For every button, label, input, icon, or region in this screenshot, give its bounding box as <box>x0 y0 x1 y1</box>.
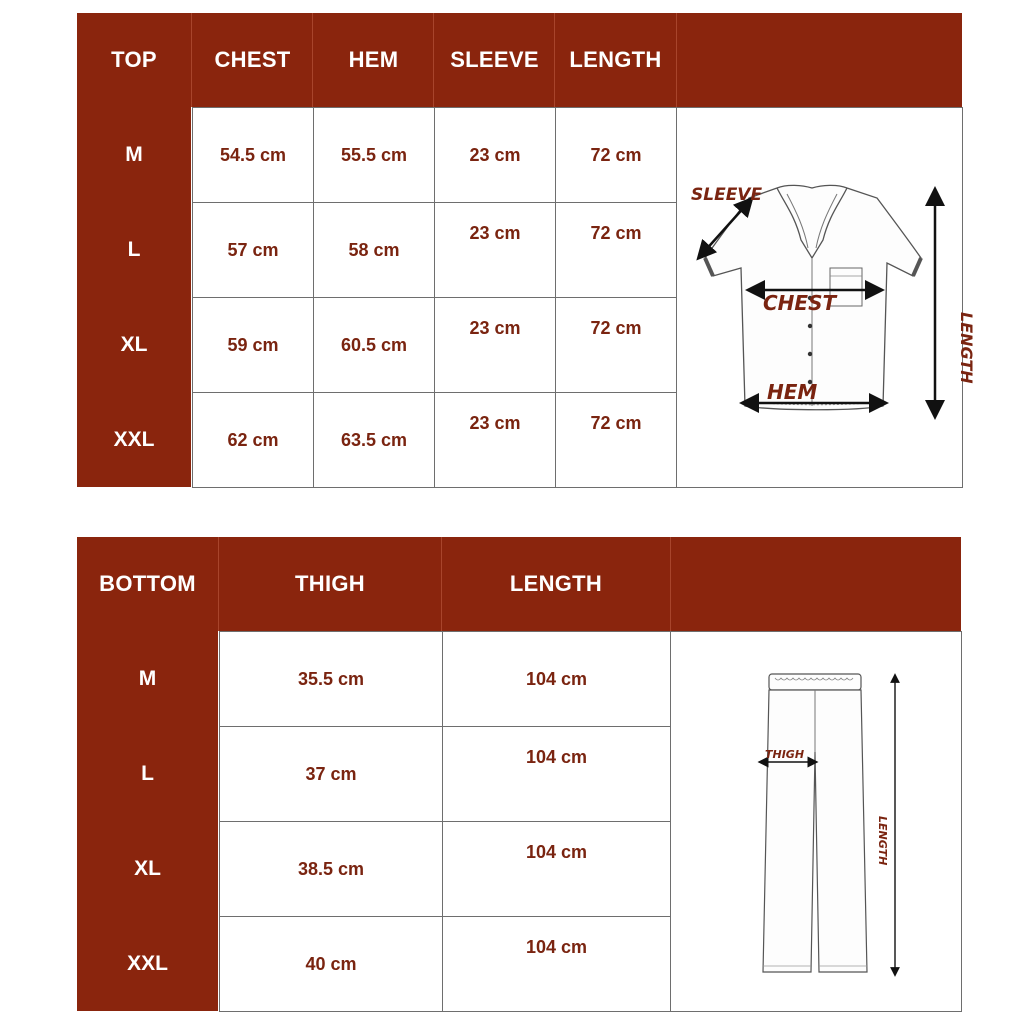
bottom-header-thigh: THIGH <box>295 571 365 596</box>
bottom-header-bottom: BOTTOM <box>99 571 196 596</box>
top-l-sleeve: 23 cm <box>434 202 556 298</box>
pants-diagram <box>670 631 962 1012</box>
top-xl-hem: 60.5 cm <box>313 297 435 393</box>
bottom-m-length: 104 cm <box>442 631 671 727</box>
bottom-xxl-length: 104 cm <box>442 916 671 1012</box>
bottom-header-length: LENGTH <box>509 571 603 596</box>
top-xxl-length: 72 cm <box>555 392 677 488</box>
shirt-diagram <box>676 107 976 488</box>
bottom-xl-thigh: 38.5 cm <box>219 821 443 917</box>
top-l-length: 72 cm <box>555 202 677 298</box>
top-m-chest: 54.5 cm <box>192 107 314 203</box>
shirt-illustration <box>677 108 976 487</box>
top-header-hem: HEM <box>348 47 399 72</box>
bottom-size-l: L <box>141 761 154 785</box>
top-xxl-hem: 63.5 cm <box>313 392 435 488</box>
top-header-length: LENGTH <box>569 47 662 72</box>
bottom-xxl-thigh: 40 cm <box>219 916 443 1012</box>
bottom-size-xxl: XXL <box>127 951 168 975</box>
top-size-l: L <box>127 237 141 261</box>
hem-label: HEM <box>767 380 818 404</box>
top-xl-sleeve: 23 cm <box>434 297 556 393</box>
top-m-sleeve: 23 cm <box>434 107 556 203</box>
bottom-size-xl: XL <box>134 856 161 880</box>
top-header-top: TOP <box>111 47 157 72</box>
chest-label: CHEST <box>763 291 837 315</box>
top-size-xxl: XXL <box>113 427 155 451</box>
thigh-label: THIGH <box>765 748 805 761</box>
top-xl-chest: 59 cm <box>192 297 314 393</box>
top-l-chest: 57 cm <box>192 202 314 298</box>
sleeve-label: SLEEVE <box>691 185 763 205</box>
top-header-chest: CHEST <box>214 47 291 72</box>
top-header-sleeve: SLEEVE <box>450 47 539 72</box>
top-xl-length: 72 cm <box>555 297 677 393</box>
top-xxl-sleeve: 23 cm <box>434 392 556 488</box>
bottom-l-length: 104 cm <box>442 726 671 822</box>
top-m-hem: 55.5 cm <box>313 107 435 203</box>
bottom-l-thigh: 37 cm <box>219 726 443 822</box>
length-label: LENGTH <box>957 312 976 384</box>
bottom-m-thigh: 35.5 cm <box>219 631 443 727</box>
top-size-xl: XL <box>120 332 148 356</box>
top-l-hem: 58 cm <box>313 202 435 298</box>
bottom-xl-length: 104 cm <box>442 821 671 917</box>
top-size-m: M <box>125 142 143 166</box>
pants-illustration <box>671 632 961 1011</box>
pants-length-label: LENGTH <box>876 816 889 866</box>
top-m-length: 72 cm <box>555 107 677 203</box>
top-xxl-chest: 62 cm <box>192 392 314 488</box>
bottom-size-m: M <box>138 666 157 690</box>
